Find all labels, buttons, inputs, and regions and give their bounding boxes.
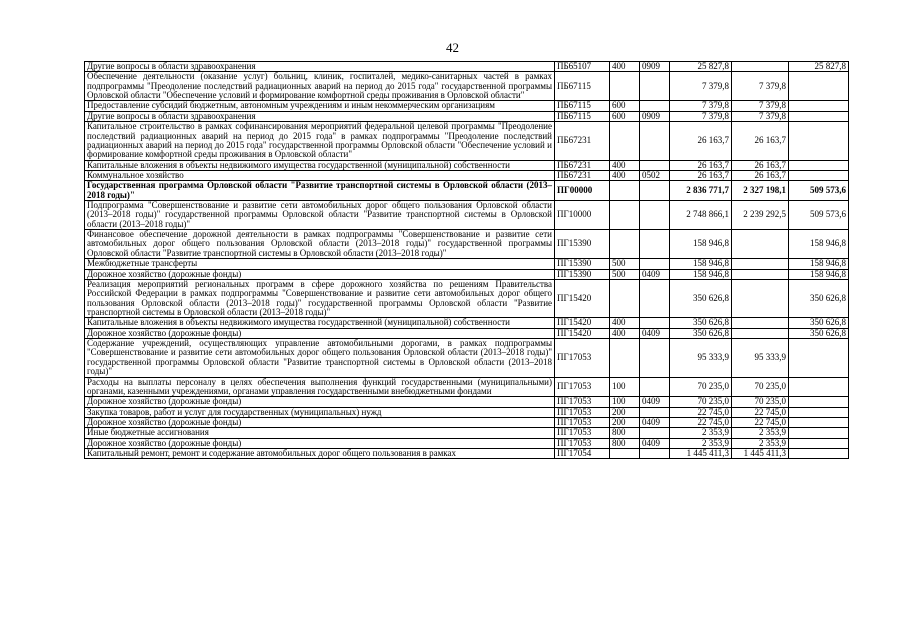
- target-code: ПБ67231: [555, 170, 610, 180]
- row-description: Дорожное хозяйство (дорожные фонды): [85, 397, 555, 407]
- amount-federal: 509 573,6: [789, 201, 849, 230]
- target-code: ПГ17053: [555, 428, 610, 438]
- expense-type-code: 500: [610, 269, 640, 279]
- expense-type-code: 400: [610, 62, 640, 72]
- table-row: [85, 428, 849, 438]
- expense-type-code: [610, 72, 640, 101]
- amount-regional: 26 163,7: [732, 170, 789, 180]
- amount-federal: [789, 339, 849, 377]
- table-row: [85, 397, 849, 407]
- amount-total: 26 163,7: [670, 160, 732, 170]
- table-row: [85, 160, 849, 170]
- amount-regional: 22 745,0: [732, 407, 789, 417]
- amount-total: 70 235,0: [670, 377, 732, 397]
- amount-total: 70 235,0: [670, 397, 732, 407]
- table-row: [85, 269, 849, 279]
- section-code: 0909: [640, 62, 670, 72]
- row-description: Дорожное хозяйство (дорожные фонды): [85, 269, 555, 279]
- row-description: Дорожное хозяйство (дорожные фонды): [85, 328, 555, 338]
- section-code: [640, 181, 670, 201]
- row-description: Предоставление субсидий бюджетным, автономным учреждениям и иным некоммерческим организациям: [85, 101, 555, 111]
- row-description: Дорожное хозяйство (дорожные фонды): [85, 417, 555, 427]
- amount-federal: 158 946,8: [789, 259, 849, 269]
- table-row: [85, 279, 849, 317]
- target-code: ПГ17053: [555, 407, 610, 417]
- expense-type-code: 400: [610, 328, 640, 338]
- table-row: [85, 72, 849, 101]
- target-code: ПГ15390: [555, 259, 610, 269]
- expense-type-code: 100: [610, 397, 640, 407]
- expense-type-code: [610, 339, 640, 377]
- amount-regional: 70 235,0: [732, 377, 789, 397]
- expense-type-code: 200: [610, 407, 640, 417]
- target-code: ПГ17053: [555, 339, 610, 377]
- target-code: ПГ10000: [555, 201, 610, 230]
- amount-total: 2 836 771,7: [670, 181, 732, 201]
- section-code: 0409: [640, 438, 670, 448]
- amount-total: 7 379,8: [670, 101, 732, 111]
- table-row: [85, 449, 849, 459]
- amount-federal: [789, 397, 849, 407]
- table-row: [85, 170, 849, 180]
- amount-total: 7 379,8: [670, 72, 732, 101]
- amount-total: 158 946,8: [670, 259, 732, 269]
- expense-type-code: 100: [610, 377, 640, 397]
- amount-regional: 26 163,7: [732, 122, 789, 160]
- section-code: [640, 230, 670, 259]
- amount-total: 158 946,8: [670, 269, 732, 279]
- row-description: Коммунальное хозяйство: [85, 170, 555, 180]
- expense-type-code: [610, 201, 640, 230]
- table-row: [85, 259, 849, 269]
- target-code: ПГ15390: [555, 269, 610, 279]
- row-description: Межбюджетные трансферты: [85, 259, 555, 269]
- row-description: Расходы на выплаты персоналу в целях обеспечения выполнения функций государственными (муниципальными) органами, казенными учреждениями, органами управления государственными внебюджетными фондами: [85, 377, 555, 397]
- amount-regional: 2 353,9: [732, 428, 789, 438]
- table-row: [85, 328, 849, 338]
- amount-total: 2 748 866,1: [670, 201, 732, 230]
- amount-federal: [789, 101, 849, 111]
- amount-federal: 25 827,8: [789, 62, 849, 72]
- section-code: [640, 339, 670, 377]
- table-row: [85, 417, 849, 427]
- row-description: Другие вопросы в области здравоохранения: [85, 62, 555, 72]
- table-row: [85, 201, 849, 230]
- table-row: [85, 230, 849, 259]
- amount-federal: 158 946,8: [789, 269, 849, 279]
- row-description: Закупка товаров, работ и услуг для государственных (муниципальных) нужд: [85, 407, 555, 417]
- amount-total: 350 626,8: [670, 279, 732, 317]
- section-code: [640, 122, 670, 160]
- target-code: ПГ00000: [555, 181, 610, 201]
- amount-total: 22 745,0: [670, 417, 732, 427]
- amount-regional: 2 239 292,5: [732, 201, 789, 230]
- table-row: [85, 122, 849, 160]
- row-description: Государственная программа Орловской области "Развитие транспортной системы в Орловской области (2013–2018 годы)": [85, 181, 555, 201]
- section-code: [640, 428, 670, 438]
- row-description: Капитальные вложения в объекты недвижимого имущества государственной (муниципальной) собственности: [85, 318, 555, 328]
- expense-type-code: [610, 449, 640, 459]
- amount-regional: 70 235,0: [732, 397, 789, 407]
- section-code: 0409: [640, 417, 670, 427]
- table-row: [85, 111, 849, 121]
- section-code: 0409: [640, 269, 670, 279]
- amount-total: 2 353,9: [670, 438, 732, 448]
- amount-federal: [789, 170, 849, 180]
- table-row: [85, 438, 849, 448]
- amount-federal: [789, 417, 849, 427]
- expense-type-code: 400: [610, 318, 640, 328]
- target-code: ПГ17053: [555, 397, 610, 407]
- amount-total: 25 827,8: [670, 62, 732, 72]
- target-code: ПБ67115: [555, 72, 610, 101]
- section-code: [640, 201, 670, 230]
- expense-type-code: 600: [610, 101, 640, 111]
- amount-regional: [732, 62, 789, 72]
- table-row: [85, 181, 849, 201]
- amount-total: 350 626,8: [670, 328, 732, 338]
- table-row: [85, 377, 849, 397]
- target-code: ПБ65107: [555, 62, 610, 72]
- amount-total: 1 445 411,3: [670, 449, 732, 459]
- amount-total: 158 946,8: [670, 230, 732, 259]
- row-description: Дорожное хозяйство (дорожные фонды): [85, 438, 555, 448]
- amount-federal: [789, 122, 849, 160]
- target-code: ПГ15420: [555, 328, 610, 338]
- row-description: Обеспечение деятельности (оказание услуг) больниц, клиник, госпиталей, медико-санитарных частей в рамках подпрограммы "Преодоление последствий радиационных аварий на период до 2015 года" государственной программы Орловской области "Обеспечение условий и формирование комфортной среды проживания в Орловской области": [85, 72, 555, 101]
- table-row: [85, 318, 849, 328]
- target-code: ПБ67115: [555, 111, 610, 121]
- row-description: Содержание учреждений, осуществляющих управление автомобильными дорогами, в рамках подпрограммы "Совершенствование и развитие сети автомобильных дорог общего пользования Орловской области (2013–2018 годы)" государственной программы Орловской области "Развитие транспортной системы в Орловской области (2013–2018 годы)": [85, 339, 555, 377]
- amount-federal: 158 946,8: [789, 230, 849, 259]
- amount-regional: [732, 318, 789, 328]
- expense-type-code: 200: [610, 417, 640, 427]
- amount-regional: [732, 230, 789, 259]
- row-description: Подпрограмма "Совершенствование и развитие сети автомобильных дорог общего пользования Орловской области (2013–2018 годы)" государственной программы Орловской области "Развитие транспортной системы в Орловской области (2013–2018 годы)": [85, 201, 555, 230]
- amount-federal: [789, 160, 849, 170]
- section-code: 0409: [640, 328, 670, 338]
- amount-regional: 7 379,8: [732, 101, 789, 111]
- target-code: ПБ67115: [555, 101, 610, 111]
- amount-regional: 26 163,7: [732, 160, 789, 170]
- section-code: [640, 449, 670, 459]
- section-code: [640, 407, 670, 417]
- page-number: 42: [446, 40, 459, 55]
- section-code: [640, 160, 670, 170]
- expense-type-code: 800: [610, 438, 640, 448]
- budget-table: [84, 61, 849, 459]
- row-description: Иные бюджетные ассигнования: [85, 428, 555, 438]
- amount-regional: 2 327 198,1: [732, 181, 789, 201]
- row-description: Капитальный ремонт, ремонт и содержание автомобильных дорог общего пользования в рамках: [85, 449, 555, 459]
- amount-federal: 350 626,8: [789, 318, 849, 328]
- expense-type-code: 800: [610, 428, 640, 438]
- amount-federal: 350 626,8: [789, 328, 849, 338]
- target-code: ПГ15390: [555, 230, 610, 259]
- amount-federal: 350 626,8: [789, 279, 849, 317]
- amount-federal: [789, 72, 849, 101]
- target-code: ПГ17054: [555, 449, 610, 459]
- amount-regional: 22 745,0: [732, 417, 789, 427]
- expense-type-code: [610, 279, 640, 317]
- amount-regional: 95 333,9: [732, 339, 789, 377]
- section-code: 0409: [640, 397, 670, 407]
- amount-regional: 7 379,8: [732, 111, 789, 121]
- amount-regional: [732, 328, 789, 338]
- amount-total: 22 745,0: [670, 407, 732, 417]
- expense-type-code: 500: [610, 259, 640, 269]
- target-code: ПБ67231: [555, 160, 610, 170]
- amount-federal: [789, 407, 849, 417]
- row-description: Другие вопросы в области здравоохранения: [85, 111, 555, 121]
- expense-type-code: [610, 122, 640, 160]
- amount-total: 95 333,9: [670, 339, 732, 377]
- amount-total: 2 353,9: [670, 428, 732, 438]
- target-code: ПГ15420: [555, 279, 610, 317]
- target-code: ПГ17053: [555, 377, 610, 397]
- target-code: ПГ17053: [555, 417, 610, 427]
- amount-federal: [789, 428, 849, 438]
- amount-total: 350 626,8: [670, 318, 732, 328]
- table-row: [85, 407, 849, 417]
- section-code: [640, 259, 670, 269]
- target-code: ПБ67231: [555, 122, 610, 160]
- row-description: Реализация мероприятий региональных программ в сфере дорожного хозяйства по решениям Правительства Российской Федерации в рамках подпрограммы "Совершенствование и развитие сети автомобильных дорог общего пользования Орловской области (2013–2018 годы)" государственной программы Орловской области "Развитие транспортной системы в Орловской области (2013–2018 годы)": [85, 279, 555, 317]
- amount-regional: 2 353,9: [732, 438, 789, 448]
- amount-total: 26 163,7: [670, 122, 732, 160]
- amount-federal: [789, 111, 849, 121]
- budget-table-body: [85, 62, 849, 459]
- amount-federal: 509 573,6: [789, 181, 849, 201]
- target-code: ПГ15420: [555, 318, 610, 328]
- amount-regional: 7 379,8: [732, 72, 789, 101]
- section-code: [640, 72, 670, 101]
- amount-federal: [789, 377, 849, 397]
- expense-type-code: [610, 230, 640, 259]
- amount-regional: [732, 269, 789, 279]
- amount-total: 26 163,7: [670, 170, 732, 180]
- expense-type-code: [610, 181, 640, 201]
- section-code: 0909: [640, 111, 670, 121]
- amount-regional: 1 445 411,3: [732, 449, 789, 459]
- row-description: Капитальные вложения в объекты недвижимого имущества государственной (муниципальной) собственности: [85, 160, 555, 170]
- section-code: [640, 101, 670, 111]
- target-code: ПГ17053: [555, 438, 610, 448]
- row-description: Финансовое обеспечение дорожной деятельности в рамках подпрограммы "Совершенствование и развитие сети автомобильных дорог общего пользования Орловской области (2013–2018 годы)" государственной программы Орловской области "Развитие транспортной системы в Орловской области (2013–2018 годы)": [85, 230, 555, 259]
- expense-type-code: 400: [610, 170, 640, 180]
- amount-total: 7 379,8: [670, 111, 732, 121]
- table-row: [85, 101, 849, 111]
- table-row: [85, 62, 849, 72]
- section-code: [640, 318, 670, 328]
- row-description: Капитальное строительство в рамках софинансирования мероприятий федеральной целевой программы "Преодоление последствий радиационных аварий на период до 2015 года" в рамках подпрограммы "Преодоление последствий радиационных аварий на период до 2015 года" государственной программы Орловской области "Обеспечение условий и формирование комфортной среды проживания в Орловской области": [85, 122, 555, 160]
- amount-regional: [732, 279, 789, 317]
- amount-regional: [732, 259, 789, 269]
- section-code: 0502: [640, 170, 670, 180]
- amount-federal: [789, 449, 849, 459]
- section-code: [640, 377, 670, 397]
- section-code: [640, 279, 670, 317]
- table-row: [85, 339, 849, 377]
- expense-type-code: 600: [610, 111, 640, 121]
- expense-type-code: 400: [610, 160, 640, 170]
- amount-federal: [789, 438, 849, 448]
